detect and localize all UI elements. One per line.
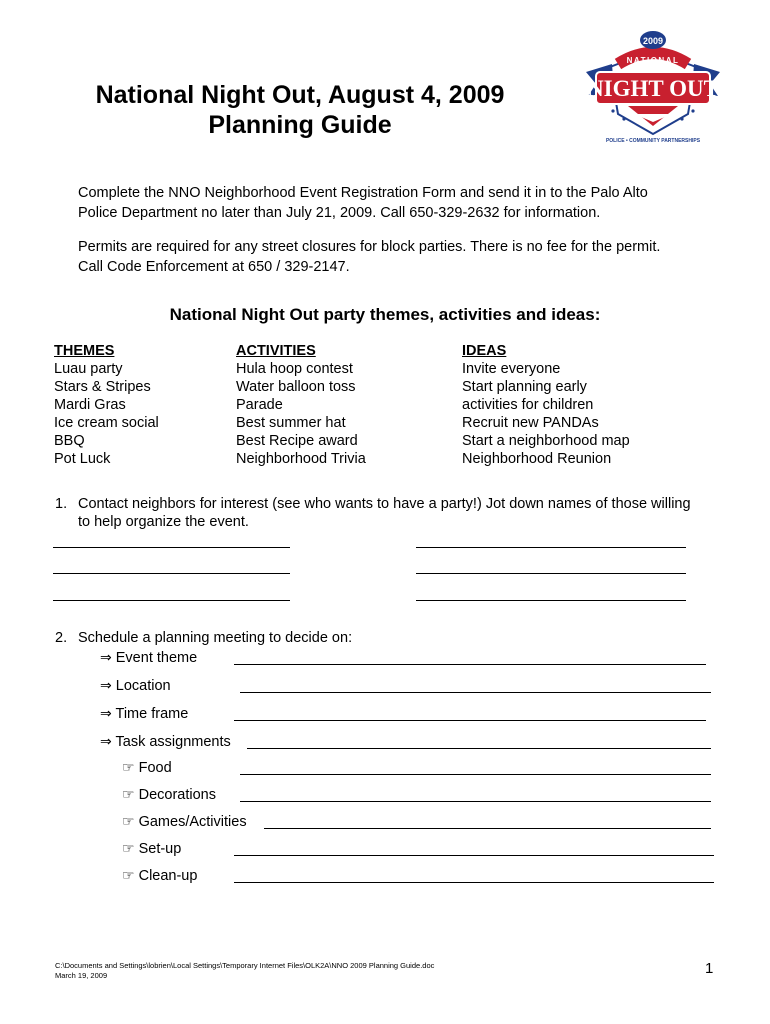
list-item: BBQ bbox=[54, 433, 85, 449]
list-item: Best summer hat bbox=[236, 415, 346, 431]
arrow-right-icon: ⇒ bbox=[100, 649, 112, 665]
pointing-hand-icon: ☞ bbox=[122, 759, 135, 775]
list-item: Pot Luck bbox=[54, 451, 111, 467]
location-field[interactable] bbox=[240, 692, 711, 693]
themes-header: THEMES bbox=[54, 343, 115, 359]
page-title-line-1: National Night Out, August 4, 2009 bbox=[95, 81, 505, 109]
step-1-line-2: to help organize the event. bbox=[78, 514, 249, 530]
volunteer-name-field[interactable] bbox=[53, 547, 290, 548]
list-item: Start a neighborhood map bbox=[462, 433, 630, 449]
task-assignments-row bbox=[100, 733, 231, 750]
step-2-number: 2. bbox=[55, 630, 68, 646]
task-assignments-field[interactable] bbox=[247, 748, 711, 749]
list-item: Start planning early bbox=[462, 379, 587, 395]
set-up-label: Set-up bbox=[138, 841, 182, 857]
intro-paragraph-2-line-2: Call Code Enforcement at 650 / 329-2147. bbox=[78, 259, 350, 275]
food-label: Food bbox=[138, 760, 172, 776]
intro-paragraph-1-line-1: Complete the NNO Neighborhood Event Registration Form and send it in to the Palo Alto bbox=[78, 185, 648, 201]
clean-up-row bbox=[122, 867, 197, 884]
set-up-field[interactable] bbox=[234, 855, 714, 856]
ideas-section-heading: National Night Out party themes, activities and ideas: bbox=[169, 305, 601, 324]
list-item: Mardi Gras bbox=[54, 397, 126, 413]
event-theme-row bbox=[100, 649, 197, 666]
themes-column bbox=[54, 342, 159, 468]
list-item: activities for children bbox=[462, 397, 594, 413]
volunteer-name-field[interactable] bbox=[53, 600, 290, 601]
list-item: Ice cream social bbox=[54, 415, 159, 431]
games-activities-field[interactable] bbox=[264, 828, 711, 829]
games-activities-row bbox=[122, 813, 247, 830]
volunteer-name-field[interactable] bbox=[416, 547, 686, 548]
arrow-right-icon: ⇒ bbox=[100, 677, 112, 693]
step-1-line-1: Contact neighbors for interest (see who wants to have a party!) Jot down names of those willing bbox=[78, 496, 691, 512]
footer-file-path: C:\Documents and Settings\lobrien\Local Settings\Temporary Internet Files\OLK2A\NNO 2009 Planning Guide.doc bbox=[55, 961, 435, 970]
list-item: Neighborhood Trivia bbox=[236, 451, 366, 467]
set-up-row bbox=[122, 840, 181, 857]
list-item: Stars & Stripes bbox=[54, 379, 151, 395]
volunteer-name-field[interactable] bbox=[53, 573, 290, 574]
activities-column bbox=[236, 342, 366, 468]
arrow-right-icon: ⇒ bbox=[100, 705, 112, 721]
food-field[interactable] bbox=[240, 774, 711, 775]
location-row bbox=[100, 677, 171, 694]
time-frame-field[interactable] bbox=[234, 720, 706, 721]
list-item: Invite everyone bbox=[462, 361, 561, 377]
decorations-label: Decorations bbox=[138, 787, 216, 803]
decorations-row bbox=[122, 786, 216, 803]
logo-year: 2009 bbox=[642, 36, 664, 46]
event-theme-field[interactable] bbox=[234, 664, 706, 665]
clean-up-label: Clean-up bbox=[138, 868, 198, 884]
location-label: Location bbox=[115, 678, 171, 694]
pointing-hand-icon: ☞ bbox=[122, 786, 135, 802]
list-item: Water balloon toss bbox=[236, 379, 356, 395]
page-title-line-2: Planning Guide bbox=[208, 111, 392, 139]
step-2-text: Schedule a planning meeting to decide on: bbox=[78, 630, 353, 646]
food-row bbox=[122, 759, 172, 776]
ideas-column bbox=[462, 342, 630, 468]
logo-tagline: POLICE • COMMUNITY PARTNERSHIPS bbox=[605, 138, 701, 144]
list-item: Hula hoop contest bbox=[236, 361, 353, 377]
pointing-hand-icon: ☞ bbox=[122, 840, 135, 856]
pointing-hand-icon: ☞ bbox=[122, 867, 135, 883]
logo-top-word: NATIONAL bbox=[626, 56, 680, 65]
decorations-field[interactable] bbox=[240, 801, 711, 802]
list-item: Best Recipe award bbox=[236, 433, 358, 449]
list-item: Luau party bbox=[54, 361, 123, 377]
games-activities-label: Games/Activities bbox=[138, 814, 247, 830]
list-item: Parade bbox=[236, 397, 283, 413]
logo-main-text: NIGHT OUT bbox=[587, 76, 719, 101]
ideas-header: IDEAS bbox=[462, 343, 507, 359]
footer-date: March 19, 2009 bbox=[55, 971, 108, 980]
intro-paragraph-1-line-2: Police Department no later than July 21, 2009. Call 650-329-2632 for information. bbox=[78, 205, 601, 221]
volunteer-name-field[interactable] bbox=[416, 573, 686, 574]
step-1-number: 1. bbox=[55, 496, 68, 512]
arrow-right-icon: ⇒ bbox=[100, 733, 112, 749]
event-theme-label: Event theme bbox=[115, 650, 198, 666]
intro-paragraph-2-line-1: Permits are required for any street closures for block parties. There is no fee for the permit. bbox=[78, 239, 661, 255]
task-assignments-label: Task assignments bbox=[115, 734, 231, 750]
activities-header: ACTIVITIES bbox=[236, 343, 316, 359]
page-number: 1 bbox=[705, 960, 714, 977]
clean-up-field[interactable] bbox=[234, 882, 714, 883]
time-frame-label: Time frame bbox=[115, 706, 189, 722]
pointing-hand-icon: ☞ bbox=[122, 813, 135, 829]
list-item: Recruit new PANDAs bbox=[462, 415, 599, 431]
list-item: Neighborhood Reunion bbox=[462, 451, 612, 467]
night-out-logo bbox=[578, 22, 728, 147]
time-frame-row bbox=[100, 705, 188, 722]
volunteer-name-field[interactable] bbox=[416, 600, 686, 601]
